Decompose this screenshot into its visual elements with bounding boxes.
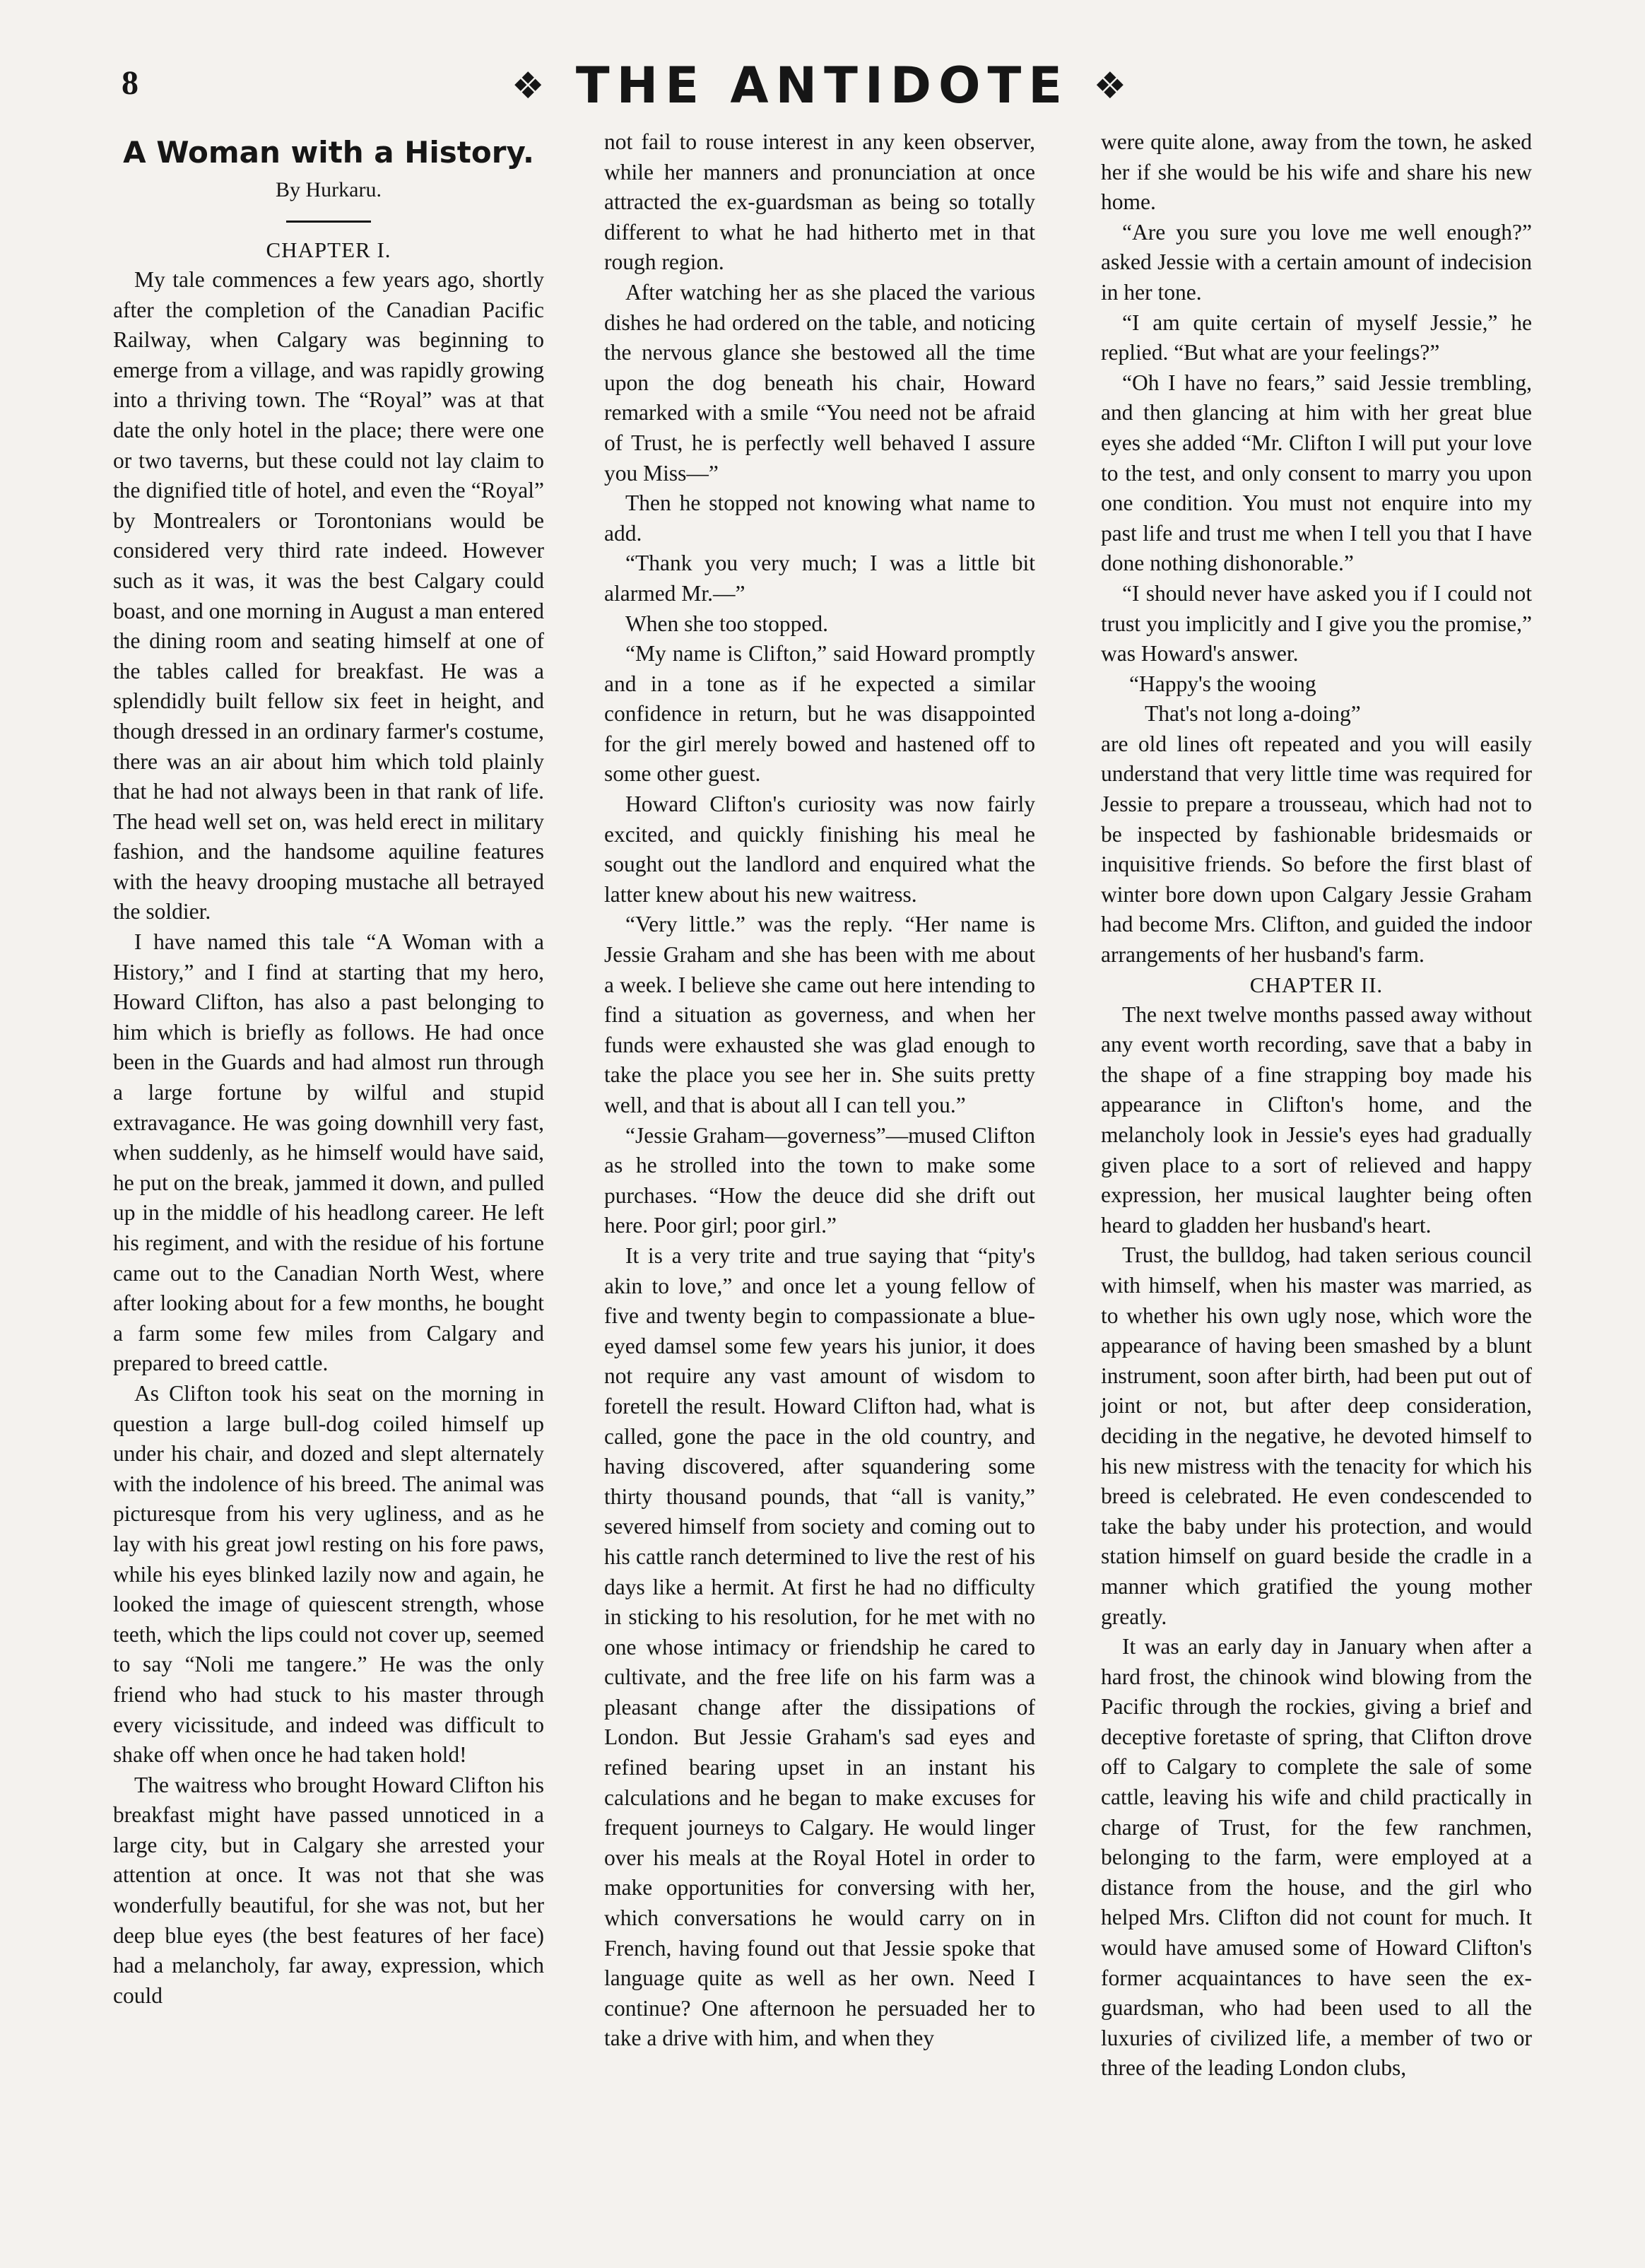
paragraph: were quite alone, away from the town, he asked her if she would be his wife and share his new home. — [1101, 129, 1532, 215]
paragraph: When she too stopped. — [625, 611, 828, 636]
paragraph: “Very little.” was the reply. “Her name is Jessie Graham and she has been with me about a week. I believe she came out here intending to find a situation as governess, and when her funds were exhausted she was glad enough to take the place you see her in. She suits pretty well, and that is about all I can tell you.” — [604, 912, 1035, 1117]
paragraph: Trust, the bulldog, had taken serious council with himself, when his master was married, as to whether his own ugly nose, which wore the appearance of having been smashed by a blunt instrument, soon after birth, had been put out of joint or not, but after deep consideration, deciding in the negative, he devoted himself to his new mistress with the tenacity for which his breed is celebrated. He even condescended to take the baby under his protection, and would station himself on guard beside the cradle in a manner which gratified the young mother greatly. — [1101, 1242, 1532, 1629]
newspaper-title-text: THE ANTIDOTE — [575, 57, 1070, 114]
paragraph: My tale commences a few years ago, shortly after the completion of the Canadian Pacific Railway, when Calgary was beginning to emerge from a village, and was rapidly growing into a thriving town. The “Royal” was at that date the only hotel in the place; there were one or two taverns, but these could not lay claim to the dignified title of hotel, and even the “Royal” by Montrealers or Torontonians would be considered very third rate indeed. However such as it was, it was the best Calgary could boast, and one morning in August a man entered the dining room and seating himself at one of the tables called for breakfast. He was a splendidly built fellow six feet in height, and though dressed in an ordinary farmer's costume, there was an air about him which told plainly that he had not always been in that rank of life. The head well set on, was held erect in military fashion, and the handsome aquiline features with the heavy drooping mustache all betrayed the soldier. — [113, 267, 544, 924]
paragraph: As Clifton took his seat on the morning in question a large bull-dog coiled himself up under his chair, and dozed and slept alternately with the indolence of his breed. The animal was picturesque from his very ugliness, and as he lay with his great jowl resting on his fore paws, while his eyes blinked lazily now and again, he looked the image of quiescent strength, whose teeth, which the lips could not cover up, seemed to say “Noli me tangere.” He was the only friend who had stuck to his master through every vicissitude, and indeed was difficult to shake off when once he had taken hold! — [113, 1380, 544, 1768]
paragraph: The next twelve months passed away without any event worth recording, save that a baby in the shape of a fine strapping boy made his appearance in Clifton's home, and the melancholy look in Jessie's eyes had gradually given place to a sort of relieved and happy expression, her musical laughter being often heard to gladden her husband's heart. — [1101, 1001, 1532, 1238]
verse-line: “Happy's the wooing — [1129, 671, 1316, 696]
paragraph: “Are you sure you love me well enough?” asked Jessie with a certain amount of indecision in her tone. — [1101, 219, 1532, 305]
paragraph: After watching her as she placed the various dishes he had ordered on the table, and noticing the nervous glance she bestowed all the time upon the dog beneath his chair, Howard remarked with a smile “You need not be afraid of Trust, he is perfectly well behaved I assure you Miss—” — [604, 279, 1035, 486]
verse-line: That's not long a-doing” — [1145, 701, 1361, 727]
chapter-heading: CHAPTER I. — [266, 237, 391, 262]
paragraph: are old lines oft repeated and you will easily understand that very little time was required for Jessie to prepare a trousseau, which had not to be inspected by fashionable bridesmaids or inquisitive friends. So before the first blast of winter bore down upon Calgary Jessie Graham had become Mrs. Clifton, and guided the indoor arrangements of her husband's farm. — [1101, 731, 1532, 968]
paragraph: “I should never have asked you if I could not trust you implicitly and I give you the promise,” was Howard's answer. — [1101, 580, 1532, 666]
chapter-heading: CHAPTER II. — [1249, 972, 1384, 997]
ornament-right-icon: ❖ — [1093, 65, 1134, 107]
title-divider — [286, 221, 371, 223]
byline: By Hurkaru. — [276, 178, 382, 201]
paragraph: I have named this tale “A Woman with a History,” and I find at starting that my hero, Howard Clifton, has also a past belonging to him which is briefly as follows. He had once been in the Guards and had almost run through a large fortune by wilful and stupid extravagance. He was going downhill very fast, when suddenly, as he himself would have said, he put on the break, jammed it down, and pulled up in the middle of his headlong career. He left his regiment, and with the residue of his fortune came out to the Canadian North West, where after looking about for a few months, he bought a farm some few miles from Calgary and prepared to breed cattle. — [113, 929, 544, 1376]
paragraph: “Thank you very much; I was a little bit alarmed Mr.—” — [604, 551, 1035, 606]
masthead — [0, 57, 1645, 120]
page-number: 8 — [122, 64, 138, 102]
paragraph: “I am quite certain of myself Jessie,” he replied. “But what are your feelings?” — [1101, 310, 1532, 365]
paragraph: not fail to rouse interest in any keen observer, while her manners and pronunciation at once attracted the ex-guardsman as being so totally different to what he had hitherto met in that rough region. — [604, 129, 1035, 275]
newspaper-title — [0, 57, 1645, 114]
paragraph: “My name is Clifton,” said Howard promptly and in a tone as if he expected a similar confidence in return, but he was disappointed for the girl merely bowed and hastened off to some other guest. — [604, 641, 1035, 787]
ornament-left-icon: ❖ — [511, 65, 552, 107]
paragraph: Then he stopped not knowing what name to add. — [604, 490, 1035, 546]
column-3 — [1101, 127, 1532, 2084]
paragraph: Howard Clifton's curiosity was now fairly excited, and quickly finishing his meal he sought out the landlord and enquired what the latter knew about his new waitress. — [604, 792, 1035, 907]
column-2 — [604, 127, 1035, 2054]
paragraph: “Oh I have no fears,” said Jessie trembling, and then glancing at him with her great blue eyes she added “Mr. Clifton I will put your love to the test, and only consent to marry you upon one condition. You must not enquire into my past life and trust me when I tell you that I have done nothing dishonorable.” — [1101, 370, 1532, 576]
paragraph: It was an early day in January when after a hard frost, the chinook wind blowing from the Pacific through the rockies, giving a brief and deceptive foretaste of spring, that Clifton drove off to Calgary to complete the sale of some cattle, leaving his wife and child practically in charge of Trust, for the few ranchmen, belonging to the farm, were employed at a distance from the house, and the girl who helped Mrs. Clifton did not count for much. It would have amused some of Howard Clifton's former acquaintances to have seen the ex-guardsman, who had been used to all the luxuries of civilized life, a member of two or three of the leading London clubs, — [1101, 1634, 1532, 2081]
article-title: A Woman with a History. — [123, 135, 534, 170]
paragraph: “Jessie Graham—governess”—mused Clifton as he strolled into the town to make some purchases. “How the deuce did she drift out here. Poor girl; poor girl.” — [604, 1122, 1035, 1238]
paragraph: The waitress who brought Howard Clifton his breakfast might have passed unnoticed in a large city, but in Calgary she arrested your attention at once. It was not that she was wonderfully beautiful, for she was not, but her deep blue eyes (the best features of her face) had a melancholy, far away, expression, which could — [113, 1772, 544, 2008]
column-1 — [113, 127, 544, 2011]
paragraph: It is a very trite and true saying that “pity's akin to love,” and once let a young fellow of five and twenty begin to compassionate a blue-eyed damsel some few years his junior, it does not require any vast amount of wisdom to foretell the result. Howard Clifton had, what is called, gone the pace in the old country, and having discovered, after squandering some thirty thousand pounds, that “all is vanity,” severed himself from society and coming out to his cattle ranch determined to live the rest of his days like a hermit. At first he had no difficulty in sticking to his resolution, for he met with no one whose intimacy or friendship he cared to cultivate, and the free life on his farm was a pleasant change after the dissipations of London. But Jessie Graham's sad eyes and refined bearing upset in an instant his calculations and he began to make excuses for frequent journeys to Calgary. He would linger over his meals at the Royal Hotel in order to make opportunities for conversing with her, which conversations he would carry on in French, having found out that Jessie spoke that language quite as well as her own. Need I continue? One afternoon he persuaded her to take a drive with him, and when they — [604, 1242, 1035, 2051]
